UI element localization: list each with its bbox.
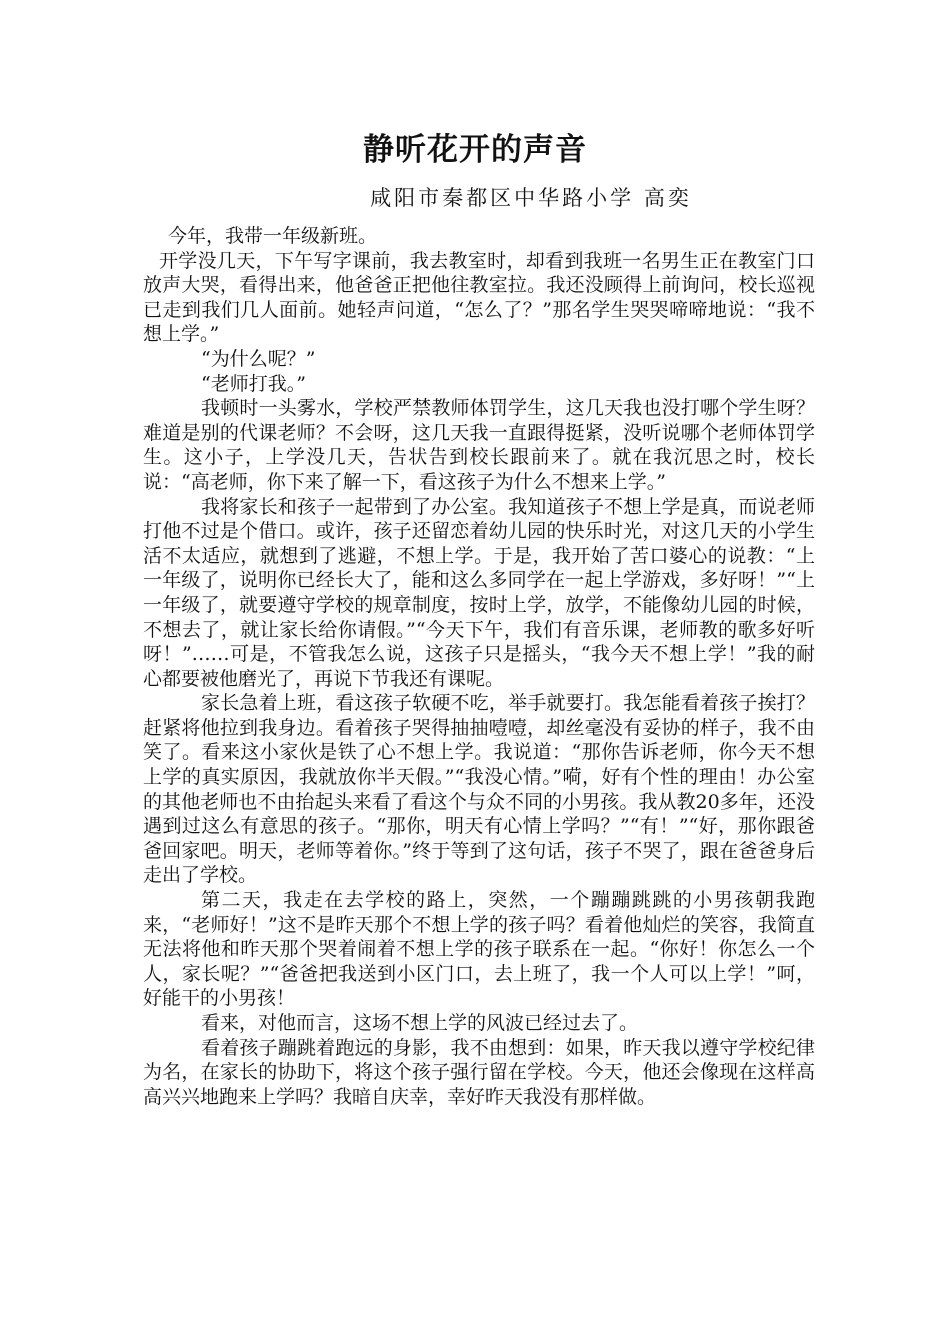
paragraph: 开学没几天，下午写字课前，我去教室时，却看到我班一名男生正在教室门口放声大哭，看得出来，他爸爸正把他往教室拉。我还没顾得上前询问，校长巡视已走到我们几人面前。她轻声问道，“怎么了？”那名学生哭哭啼啼地说：“我不想上学。” — [143, 249, 815, 346]
paragraph: 家长急着上班，看这孩子软硬不吃，举手就要打。我怎能看着孩子挨打？赶紧将他拉到我身边。看着孩子哭得抽抽噎噎，却丝毫没有妥协的样子，我不由笑了。看来这小家伙是铁了心不想上学。我说道：“那你告诉老师，你今天不想上学的真实原因，我就放你半天假。”“我没心情。”嗬，好有个性的理由！办公室的其他老师也不由抬起头来看了看这个与众不同的小男孩。我从教20多年，还没遇到过这么有意思的孩子。“那你，明天有心情上学吗？”“有！”“好，那你跟爸爸回家吧。明天，老师等着你。”终于等到了这句话，孩子不哭了，跟在爸爸身后走出了学校。 — [143, 692, 815, 887]
author-byline: 咸阳市秦都区中华路小学 高奕 — [370, 186, 692, 210]
document-title: 静听花开的声音 — [363, 132, 587, 168]
paragraph: 我顿时一头雾水，学校严禁教师体罚学生，这几天我也没打哪个学生呀？难道是别的代课老师？不会呀，这几天我一直跟得挺紧，没听说哪个老师体罚学生。这小子，上学没几天，告状告到校长跟前来了。就在我沉思之时，校长说：“高老师，你下来了解一下，看这孩子为什么不想来上学。” — [143, 397, 815, 493]
paragraph: 第二天，我走在去学校的路上，突然，一个蹦蹦跳跳的小男孩朝我跑来，“老师好！”这不是昨天那个不想上学的孩子吗？看着他灿烂的笑容，我简直无法将他和昨天那个哭着闹着不想上学的孩子联系在一起。“你好！你怎么一个人，家长呢？”“爸爸把我送到小区门口，去上班了，我一个人可以上学！”呵，好能干的小男孩！ — [143, 889, 815, 1010]
paragraph: 我将家长和孩子一起带到了办公室。我知道孩子不想上学是真，而说老师打他不过是个借口。或许，孩子还留恋着幼儿园的快乐时光，对这几天的小学生活不太适应，就想到了逃避，不想上学。于是，我开始了苦口婆心的说教：“上一年级了，说明你已经长大了，能和这么多同学在一起上学游戏，多好呀！”“上一年级了，就要遵守学校的规章制度，按时上学，放学，不能像幼儿园的时候，不想去了，就让家长给你请假。”“今天下午，我们有音乐课，老师教的歌多好听呀！”……可是，不管我怎么说，这孩子只是摇头，“我今天不想上学！”我的耐心都要被他磨光了，再说下节我还有课呢。 — [143, 495, 815, 690]
paragraph: “老师打我。” — [201, 372, 306, 395]
paragraph: “为什么呢？” — [201, 347, 316, 370]
paragraph: 今年，我带一年级新班。 — [168, 225, 378, 247]
paragraph: 看着孩子蹦跳着跑远的身影，我不由想到：如果，昨天我以遵守学校纪律为名，在家长的协助下，将这个孩子强行留在学校。今天，他还会像现在这样高高兴兴地跑来上学吗？我暗自庆幸，幸好昨天我没有那样做。 — [143, 1036, 815, 1108]
paragraph: 看来，对他而言，这场不想上学的风波已经过去了。 — [201, 1012, 639, 1034]
article-body — [143, 224, 815, 1109]
